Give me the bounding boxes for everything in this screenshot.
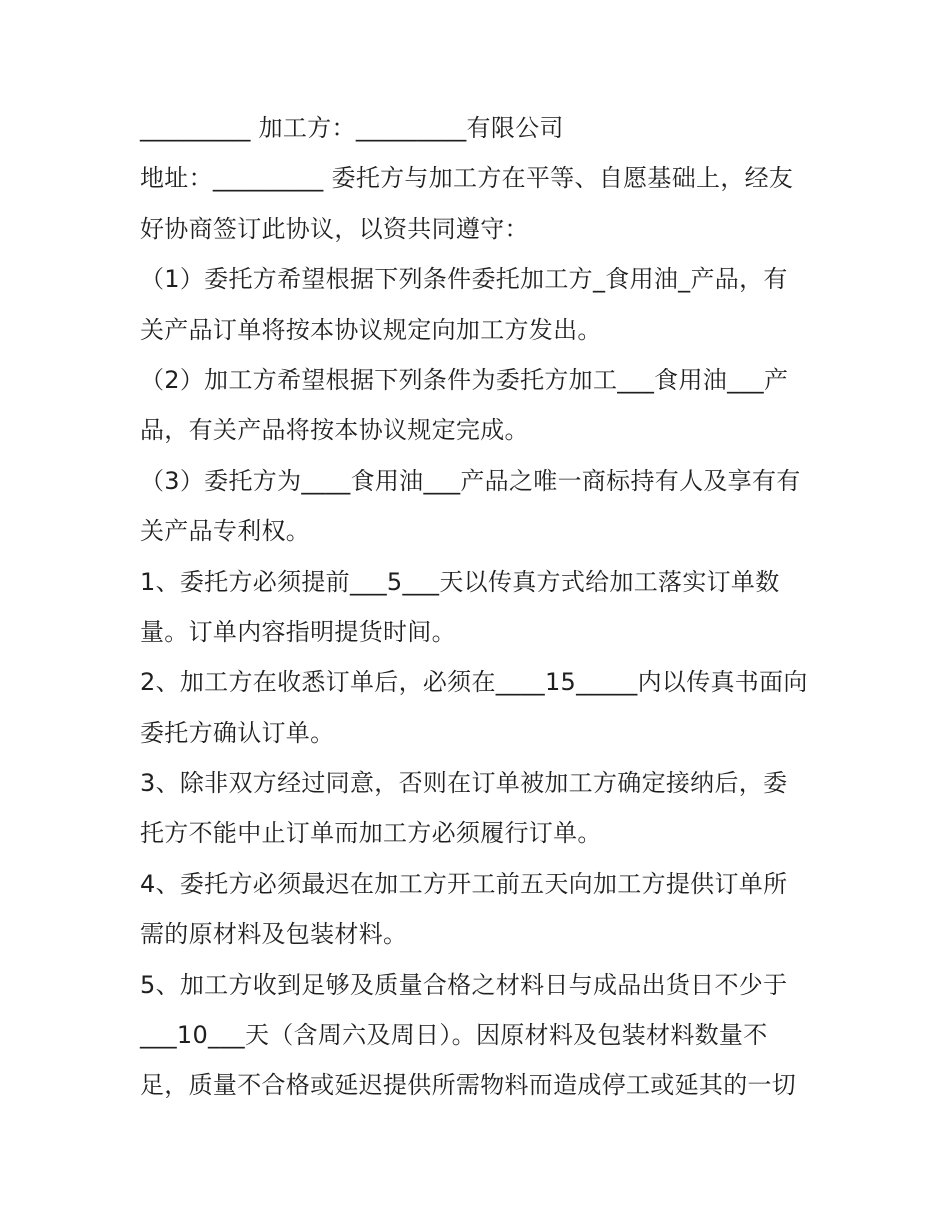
text-line: 好协商签订此协议，以资共同遵守： xyxy=(140,214,529,243)
text-line: 1、委托方必须提前___5___天以传真方式给加工落实订单数 xyxy=(140,567,780,596)
text-line: （1）委托方希望根据下列条件委托加工方_食用油_产品，有 xyxy=(140,265,788,294)
text-line: 品，有关产品将按本协议规定完成。 xyxy=(140,416,529,445)
text-line: 委托方确认订单。 xyxy=(140,718,335,747)
text-line: 足，质量不合格或延迟提供所需物料而造成停工或延其的一切 xyxy=(140,1071,797,1100)
agreement-text xyxy=(140,103,820,1111)
text-line: 托方不能中止订单而加工方必须履行订单。 xyxy=(140,819,602,848)
text-line: 量。订单内容指明提货时间。 xyxy=(140,617,456,646)
text-line: （2）加工方希望根据下列条件为委托方加工___食用油___产 xyxy=(140,365,789,394)
text-line: 3、除非双方经过同意，否则在订单被加工方确定接纳后，委 xyxy=(140,769,788,798)
text-line: 关产品专利权。 xyxy=(140,517,311,546)
text-line: 4、委托方必须最迟在加工方开工前五天向加工方提供订单所 xyxy=(140,869,788,898)
text-line: _________ 加工方：_________有限公司 xyxy=(140,114,564,142)
text-line: 地址：_________ 委托方与加工方在平等、自愿基础上，经友 xyxy=(140,164,794,193)
text-line: 需的原材料及包装材料。 xyxy=(140,920,408,949)
text-line: 关产品订单将按本协议规定向加工方发出。 xyxy=(140,315,602,344)
text-line: 2、加工方在收悉订单后，必须在____15_____内以传真书面向 xyxy=(140,668,808,697)
text-line: ___10___天（含周六及周日）。因原材料及包装材料数量不 xyxy=(140,1021,768,1050)
text-line: 5、加工方收到足够及质量合格之材料日与成品出货日不少于 xyxy=(140,970,788,999)
text-line: （3）委托方为____食用油___产品之唯一商标持有人及享有有 xyxy=(140,466,801,495)
